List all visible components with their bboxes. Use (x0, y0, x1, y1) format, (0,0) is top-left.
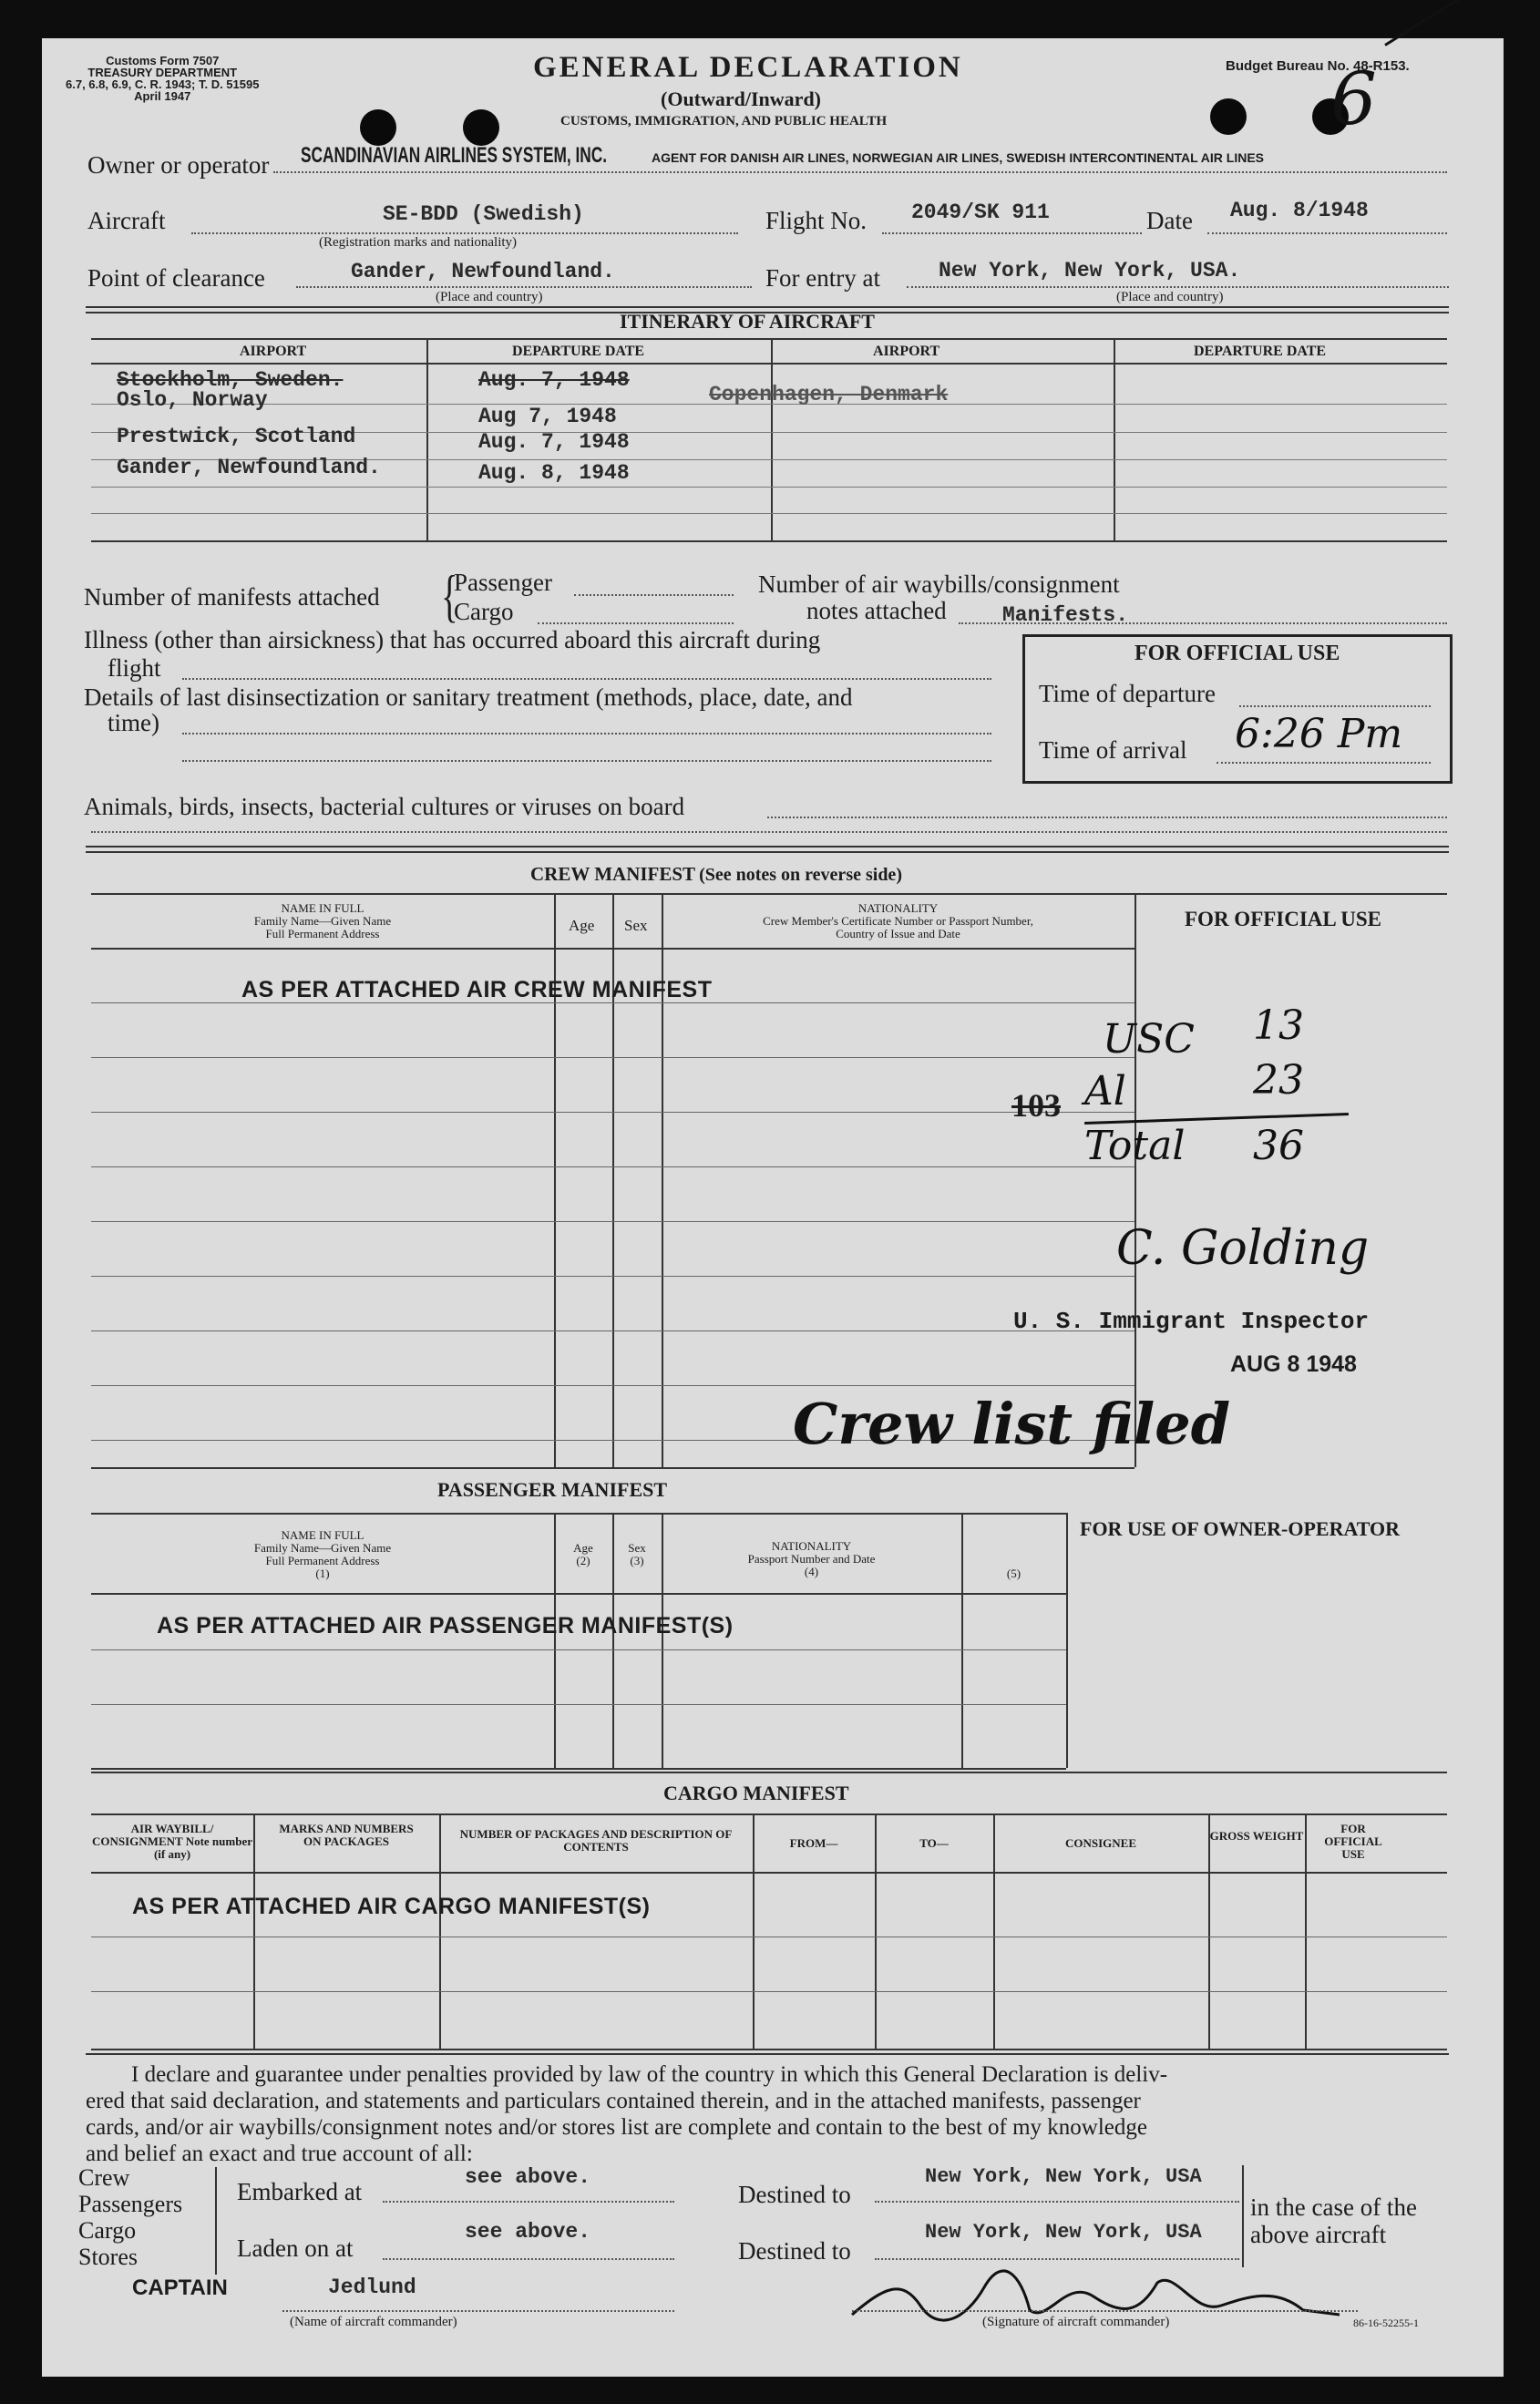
clearance-line (296, 286, 752, 288)
declaration-text (86, 2061, 1167, 2167)
departure-time-label: Time of departure (1039, 680, 1216, 707)
crew-header-bottom (91, 948, 1134, 950)
cargo-count-line (538, 622, 734, 624)
passenger-col-nat-1: NATIONALITY (771, 1539, 852, 1553)
illness-label: Illness (other than airsickness) that has occurred aboard this aircraft during (84, 626, 821, 653)
itinerary-divider (771, 338, 773, 540)
cargo-header-top (91, 1813, 1447, 1815)
captain-line (282, 2310, 674, 2312)
illness-line (182, 678, 991, 680)
cargo-divider (1305, 1813, 1307, 2049)
manifests-brace: { (441, 563, 458, 628)
passenger-bottom (91, 1768, 1066, 1770)
itinerary-header-bottom (91, 363, 1447, 365)
destined-line-2 (875, 2258, 1239, 2260)
itinerary-row-line (91, 487, 1447, 488)
animals-line (91, 831, 1447, 833)
crew-header-top (91, 893, 1447, 895)
cargo-stamp: AS PER ATTACHED AIR CARGO MANIFEST(S) (132, 1894, 651, 1919)
captain-caption: (Name of aircraft commander) (290, 2315, 457, 2329)
cargo-col-marks: MARKS AND NUMBERS ON PACKAGES (279, 1822, 414, 1848)
passenger-count-label: Passenger (454, 569, 552, 596)
cargo-col-consignee: CONSIGNEE (1064, 1836, 1137, 1850)
passenger-divider (961, 1513, 963, 1768)
crew-col-name-1: NAME IN FULL (281, 901, 364, 915)
itinerary-header-top (91, 338, 1447, 340)
itinerary-col-airport-2: AIRPORT (873, 344, 940, 359)
illness-label-2: flight (108, 654, 161, 682)
inspector-title: U. S. Immigrant Inspector (1013, 1308, 1370, 1335)
crew-title-note: (See notes on reverse side) (699, 865, 902, 885)
departure-time-line (1239, 705, 1431, 707)
entry-value: New York, New York, USA. (939, 259, 1241, 283)
itinerary-title: ITINERARY OF AIRCRAFT (620, 310, 875, 333)
aircraft-caption: (Registration marks and nationality) (319, 235, 518, 250)
passenger-col-age-1: Age (573, 1541, 593, 1555)
clearance-value: Gander, Newfoundland. (351, 260, 615, 283)
tally-prefix: 103 (1011, 1087, 1061, 1124)
clearance-caption: (Place and country) (436, 290, 543, 304)
case-note: in the case of the (1250, 2193, 1417, 2221)
passenger-col-name-1: NAME IN FULL (281, 1528, 364, 1542)
crew-col-name-2: Family Name—Given Name (253, 914, 392, 928)
passenger-title: PASSENGER MANIFEST (437, 1478, 668, 1501)
form-number: Customs Form 7507 (106, 54, 220, 67)
flight-label: Flight No. (765, 207, 868, 234)
crew-col-name (91, 902, 554, 940)
passenger-col-sex (612, 1542, 662, 1567)
cargo-col-official: FOR OFFICIAL USE (1324, 1822, 1382, 1861)
itinerary-col-airport-1: AIRPORT (240, 344, 307, 359)
crew-stamp: AS PER ATTACHED AIR CREW MANIFEST (241, 977, 713, 1002)
date-label: Date (1146, 207, 1193, 234)
cargo-divider (253, 1813, 255, 2049)
regulation-ref: 6.7, 6.8, 6.9, C. R. 1943; T. D. 51595 (66, 77, 260, 91)
itinerary-date: Aug 7, 1948 (478, 405, 617, 428)
declaration-line: I declare and guarantee under penalties provided by law of the country in which this General Declaration is deliv- (131, 2062, 1168, 2087)
disinsect-label: Details of last disinsectization or sanitary treatment (methods, place, date, and (84, 683, 853, 711)
destined-label-2: Destined to (738, 2237, 851, 2265)
budget-bureau: Budget Bureau No. 48-R153. (1226, 58, 1410, 74)
itinerary-bottom (91, 540, 1447, 542)
passenger-col-age-2: (2) (576, 1554, 590, 1567)
date-value: Aug. 8/1948 (1230, 199, 1369, 222)
date-line (1207, 232, 1447, 234)
waybills-label-2: notes attached (806, 597, 947, 624)
passenger-divider (1066, 1513, 1068, 1768)
aircraft-label: Aircraft (87, 207, 166, 234)
itinerary-right-airport: Copenhagen, Denmark (709, 383, 949, 406)
destined-value-1: New York, New York, USA (925, 2165, 1202, 2188)
itinerary-divider (1114, 338, 1115, 540)
crew-top-rule (86, 846, 1449, 853)
item-cargo: Cargo (78, 2217, 137, 2244)
itinerary-airport: Prestwick, Scotland (117, 425, 356, 448)
item-stores: Stores (78, 2244, 138, 2270)
signature-caption: (Signature of aircraft commander) (982, 2315, 1170, 2329)
signature-line (852, 2310, 1358, 2312)
tally-value: 36 (1253, 1123, 1304, 1169)
itinerary-divider (426, 338, 428, 540)
itinerary-airport: Oslo, Norway (117, 388, 268, 412)
passenger-col-nat-3: (4) (804, 1565, 819, 1578)
itinerary-date: Aug. 8, 1948 (478, 461, 630, 485)
disinsect-line (182, 733, 991, 735)
declaration-items (78, 2164, 182, 2270)
declaration-line: ered that said declaration, and statements and particulars contained therein, and in the attached manifests, passenger (86, 2089, 1141, 2113)
crew-col-nat-2: Crew Member's Certificate Number or Passport Number, (763, 914, 1033, 928)
cargo-row-line (91, 1991, 1447, 1992)
tally-value: 13 (1253, 1002, 1304, 1049)
arrival-time-value: 6:26 Pm (1235, 711, 1403, 757)
form-agencies: CUSTOMS, IMMIGRATION, AND PUBLIC HEALTH (560, 114, 888, 128)
cargo-top-rule (91, 1772, 1447, 1773)
item-passengers: Passengers (78, 2191, 183, 2217)
form-code: 86-16-52255-1 (1353, 2317, 1419, 2329)
crew-title (530, 863, 902, 886)
crew-row-line (91, 1276, 1134, 1277)
itinerary-date: Aug. 7, 1948 (478, 430, 630, 454)
crew-row-line (91, 1330, 1134, 1331)
punch-hole (463, 109, 499, 146)
crew-row-line (91, 1112, 1134, 1113)
tally-label: Total (1084, 1123, 1186, 1169)
passenger-row-line (91, 1704, 1066, 1705)
flight-line (882, 232, 1142, 234)
crew-col-sex: Sex (624, 917, 648, 934)
owner-label: Owner or operator (87, 151, 270, 179)
inspector-date: AUG 8 1948 (1230, 1351, 1357, 1377)
crew-col-age: Age (569, 917, 595, 934)
owner-agent-note: AGENT FOR DANISH AIR LINES, NORWEGIAN AIR LINES, SWEDISH INTERCONTINENTAL AIR LINES (652, 150, 1265, 165)
disinsect-line (182, 760, 991, 762)
flight-value: 2049/SK 911 (911, 200, 1050, 224)
crew-title-text: CREW MANIFEST (530, 863, 696, 885)
waybills-label: Number of air waybills/consignment (758, 570, 1120, 598)
tally-value: 23 (1253, 1057, 1304, 1104)
passenger-stamp: AS PER ATTACHED AIR PASSENGER MANIFEST(S) (157, 1613, 734, 1639)
cargo-bottom (91, 2049, 1447, 2050)
inspector-signature: C. Golding (1116, 1221, 1370, 1276)
embarked-line (383, 2201, 674, 2203)
form-date: April 1947 (134, 89, 191, 103)
entry-line (907, 286, 1449, 288)
passenger-header-top (91, 1513, 1066, 1515)
passenger-col-name-4: (1) (315, 1567, 330, 1580)
cargo-col-from: FROM— (789, 1836, 838, 1850)
declaration-line: cards, and/or air waybills/consignment notes and/or stores list are complete and contain to the best of my knowledge (86, 2115, 1147, 2140)
passenger-count-line (574, 594, 734, 596)
department: TREASURY DEPARTMENT (87, 66, 238, 79)
entry-caption: (Place and country) (1116, 290, 1224, 304)
form-number-block (66, 55, 259, 102)
embarked-value: see above. (465, 2165, 591, 2189)
cargo-bottom (86, 2053, 1449, 2055)
embarked-label: Embarked at (237, 2178, 363, 2205)
passenger-col-sex-1: Sex (628, 1541, 646, 1555)
itinerary-airport: Stockholm, Sweden. (117, 368, 344, 392)
cargo-col-to: TO— (919, 1836, 949, 1850)
cargo-divider (1208, 1813, 1210, 2049)
animals-label: Animals, birds, insects, bacterial cultures or viruses on board (84, 793, 685, 820)
manifests-label: Number of manifests attached (84, 583, 380, 611)
laden-line (383, 2258, 674, 2260)
crew-col-nat-1: NATIONALITY (857, 901, 939, 915)
tally-label: USC (1103, 1016, 1195, 1063)
crew-row-line (91, 1385, 1134, 1386)
crew-col-nationality (662, 902, 1134, 940)
animals-line (767, 817, 1447, 818)
captain-label: CAPTAIN (132, 2276, 228, 2300)
arrival-time-label: Time of arrival (1039, 736, 1187, 764)
punch-hole (1210, 98, 1247, 135)
cargo-title: CARGO MANIFEST (663, 1782, 849, 1804)
crew-col-official: FOR OFFICIAL USE (1185, 908, 1381, 930)
aircraft-value: SE-BDD (Swedish) (383, 202, 584, 226)
itinerary-col-date-2: DEPARTURE DATE (1194, 344, 1327, 359)
crew-list-filed-note: Crew list filed (793, 1391, 1231, 1457)
cargo-col-weight: GROSS WEIGHT (1209, 1829, 1304, 1843)
crew-row-line (91, 1221, 1134, 1222)
destined-label: Destined to (738, 2181, 851, 2208)
punch-hole (360, 109, 396, 146)
passenger-col-age (554, 1542, 612, 1567)
cargo-count-label: Cargo (454, 598, 514, 625)
arrival-time-line (1217, 762, 1431, 764)
item-crew: Crew (78, 2164, 130, 2191)
destined-value-2: New York, New York, USA (925, 2221, 1202, 2244)
itinerary-col-date-1: DEPARTURE DATE (512, 344, 645, 359)
itinerary-airport: Gander, Newfoundland. (117, 456, 381, 479)
case-note-2: above aircraft (1250, 2221, 1387, 2248)
passenger-col-name (91, 1529, 554, 1580)
laden-label: Laden on at (237, 2234, 354, 2262)
official-use-title: FOR OFFICIAL USE (1134, 642, 1340, 665)
aircraft-line (191, 232, 738, 234)
crew-col-name-3: Full Permanent Address (265, 927, 380, 940)
form-subtitle: (Outward/Inward) (661, 87, 822, 110)
cargo-col-waybill: AIR WAYBILL/ CONSIGNMENT Note number (if any) (92, 1822, 252, 1861)
passenger-top-rule (91, 1467, 1134, 1469)
owner-operator-use: FOR USE OF OWNER-OPERATOR (1080, 1517, 1401, 1540)
crew-divider (1134, 893, 1136, 1467)
waybills-value: Manifests. (1002, 603, 1129, 627)
passenger-col-5: (5) (1006, 1567, 1022, 1580)
owner-value: SCANDINAVIAN AIRLINES SYSTEM, INC. (301, 143, 608, 168)
cargo-col-packages: NUMBER OF PACKAGES AND DESCRIPTION OF CONTENTS (459, 1827, 733, 1854)
owner-line (273, 171, 1447, 173)
entry-label: For entry at (765, 264, 880, 292)
laden-value: see above. (465, 2220, 591, 2244)
passenger-col-nat (662, 1540, 961, 1578)
itinerary-date: Aug. 7, 1948 (478, 368, 630, 392)
crew-row-line (91, 1057, 1134, 1058)
crew-col-nat-3: Country of Issue and Date (836, 927, 960, 940)
form-title: GENERAL DECLARATION (533, 51, 963, 84)
captain-value: Jedlund (328, 2276, 416, 2299)
itinerary-row-line (91, 513, 1447, 514)
tally-label: Al (1084, 1068, 1126, 1115)
clearance-label: Point of clearance (87, 264, 265, 292)
destined-line (875, 2201, 1239, 2203)
cargo-header-bottom (91, 1872, 1447, 1874)
case-brace-line (1242, 2165, 1244, 2267)
passenger-col-sex-2: (3) (630, 1554, 644, 1567)
declaration-brace-line (215, 2167, 217, 2275)
disinsect-label-2: time) (108, 709, 159, 736)
cargo-divider (439, 1813, 441, 2049)
passenger-col-name-2: Family Name—Given Name (253, 1541, 392, 1555)
passenger-header-bottom (91, 1593, 1066, 1595)
declaration-line: and belief an exact and true account of all: (86, 2142, 473, 2166)
passenger-col-name-3: Full Permanent Address (265, 1554, 380, 1567)
crew-row-line (91, 1166, 1134, 1167)
passenger-col-nat-2: Passport Number and Date (747, 1552, 876, 1566)
passenger-row-line (91, 1649, 1066, 1650)
corner-handwriting: 6 (1330, 57, 1377, 141)
